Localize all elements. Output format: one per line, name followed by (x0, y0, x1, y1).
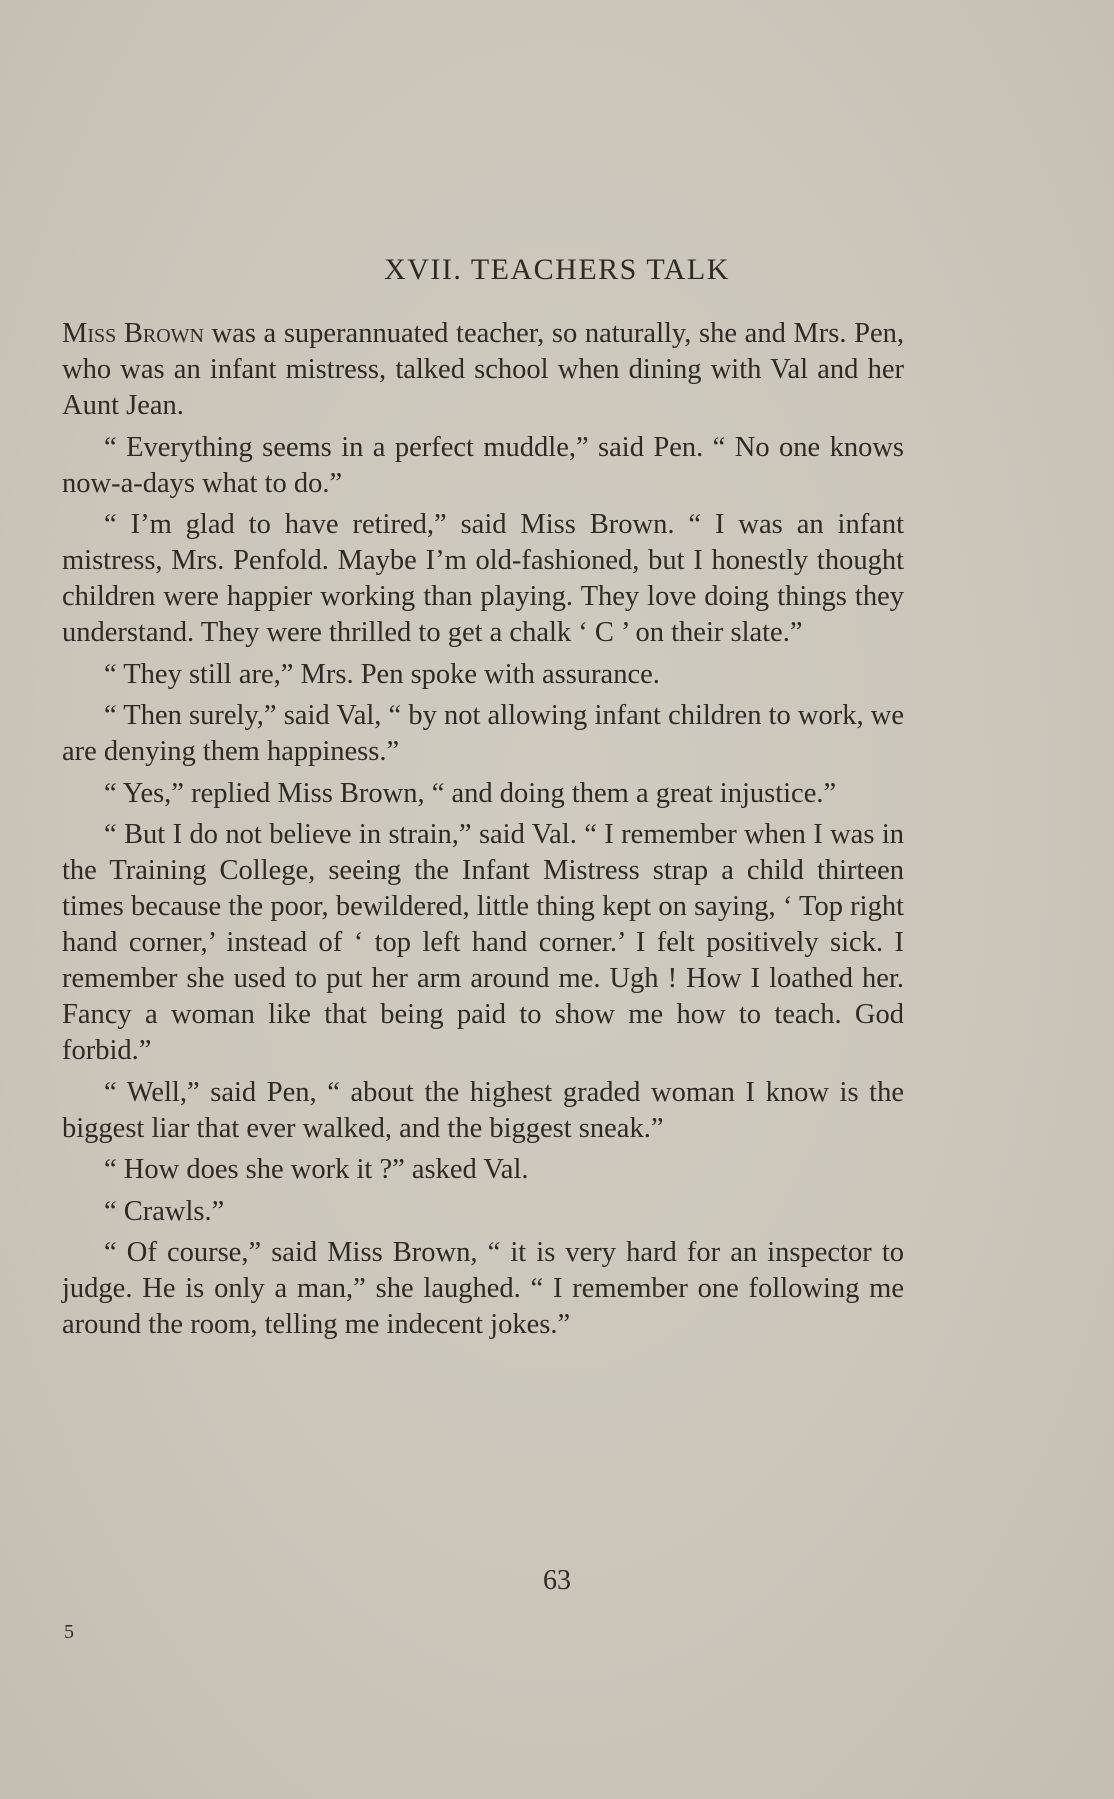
paragraph: “ They still are,” Mrs. Pen spoke with assurance. (104, 658, 660, 690)
paragraph: “ I’m glad to have retired,” said Miss Brown. “ I was an infant mistress, Mrs. Penfold. Maybe I’m old-fashioned, but I honestly thought children were happier working than playing. They love doing things they understand. They were thrilled to get a chalk ‘ C ’ on their slate.” (62, 509, 904, 648)
paragraph: “ Yes,” replied Miss Brown, “ and doing them a great injustice.” (104, 777, 837, 809)
paragraph-opening (62, 316, 904, 424)
paragraph: “ How does she work it ?” asked Val. (104, 1154, 529, 1185)
paragraph: “ Crawls.” (104, 1195, 225, 1227)
opening-name: Miss Brown (62, 318, 204, 349)
paragraph: “ Of course,” said Miss Brown, “ it is very hard for an inspector to judge. He is only a man,” she laughed. “ I remember one following me around the room, telling me indecent jokes.” (62, 1237, 904, 1340)
body-text (62, 316, 904, 1349)
page-number: 63 (543, 1565, 571, 1596)
paragraph: “ Everything seems in a perfect muddle,” said Pen. “ No one knows now-a-days what to do.” (62, 431, 904, 499)
opening-text: was a superannuated teacher, so naturally, she and Mrs. Pen, who was an infant mistress, talked school when dining with Val and her Aunt Jean. (62, 318, 904, 421)
chapter-title: XVII. TEACHERS TALK (384, 253, 730, 286)
paragraph: “ Well,” said Pen, “ about the highest graded woman I know is the biggest liar that ever walked, and the biggest sneak.” (62, 1076, 904, 1144)
paragraph: “ But I do not believe in strain,” said Val. “ I remember when I was in the Training College, seeing the Infant Mistress strap a child thirteen times because the poor, bewildered, little thing kept on saying, ‘ Top right hand corner,’ instead of ‘ top left hand corner.’ I felt positively sick. I remember she used to put her arm around me. Ugh ! How I loathed her. Fancy a woman like that being paid to show me how to teach. God forbid.” (62, 819, 904, 1066)
paragraph: “ Then surely,” said Val, “ by not allowing infant children to work, we are denying them happiness.” (62, 700, 904, 767)
signature-mark: 5 (64, 1621, 74, 1643)
